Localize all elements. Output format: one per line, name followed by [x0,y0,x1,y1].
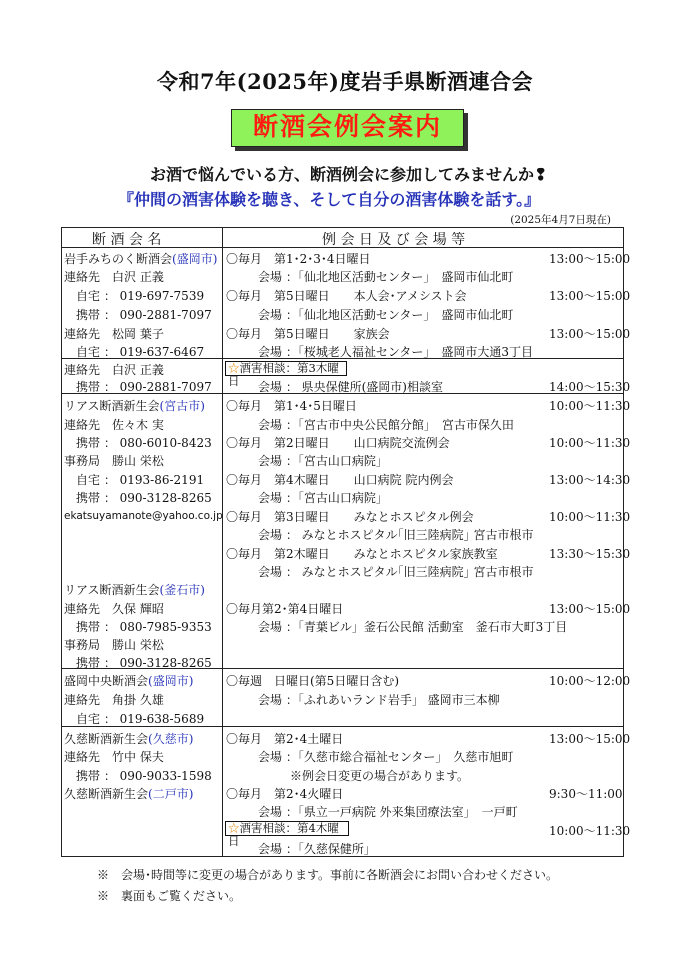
contact-line: 連絡先 松岡 葉子 [64,327,164,341]
group-name: リアス断酒新生会(宮古市) [64,399,205,413]
consultation-badge: ☆酒害相談：第3木曜日 [225,361,347,376]
contact-line: 連絡先 角掛 久雄 [64,693,164,707]
meeting-venue: 会場 ：「久慈市総合福祉センター」 久慈市旭町 [258,750,514,764]
meeting-venue: 会場 ： 県央保健所(盛岡市)相談室 [258,380,443,394]
meeting-day: 〇毎月 第2･4土曜日 [226,732,344,746]
meeting-venue: 会場 ：「桜城老人福祉センター」 盛岡市大通3丁目 [258,345,533,359]
motto-text: 『仲間の酒害体験を聴き、そして自分の酒害体験を話す。』 [118,190,541,209]
meeting-venue: 会場 ：「仙北地区活動センター」 盛岡市仙北町 [258,270,514,284]
contact-line: 連絡先 佐々木 実 [64,418,164,432]
meeting-venue: 会場 ：「県立一戸病院 外来集団療法室」 一戸町 [258,805,518,819]
contact-line: 携帯 ： 090-9033-1598 [76,769,212,783]
meeting-venue: 会場 ：「宮古市中央公民館分館」 宮古市保久田 [258,418,514,432]
contact-line: 自宅 ： 019-638-5689 [76,712,205,726]
meeting-day: 〇毎月 第4木曜日 山口病院 院内例会 [226,473,454,487]
meeting-venue: 会場 ：「仙北地区活動センター」 盛岡市仙北町 [258,308,514,322]
header-left: 断 酒 会 名 [92,232,162,248]
meeting-venue: 会場 ：「宮古山口病院」 [258,454,388,468]
contact-line: 連絡先 白沢 正義 [64,270,164,284]
meeting-venue: 会場 ：「宮古山口病院」 [258,491,388,505]
contact-line: 携帯 ： 090-2881-7097 [76,380,212,394]
meeting-time: 13:00～15:00 [549,289,631,303]
group-name: リアス断酒新生会(釜石市) [64,583,205,597]
contact-line: 連絡先 竹中 保夫 [64,750,164,764]
star-icon: ☆ [228,361,240,375]
meeting-time: 9:30～11:00 [549,787,623,801]
header-right: 例 会 日 及 び 会 場 等 [322,232,466,248]
meeting-time: 10:00～11:30 [549,436,631,450]
meeting-day: 〇毎月 第5日曜日 本人会･アメシスト会 [226,289,467,303]
meeting-time: 13:00～14:30 [549,473,631,487]
meeting-day: 〇毎月 第1･4･5日曜日 [226,399,357,413]
contact-line: 自宅 ： 019-697-7539 [76,289,205,303]
meeting-day: 〇毎月第2･第4日曜日 [226,602,344,616]
meeting-venue: 会場 ：「久慈保健所」 [258,842,376,856]
intro-text: お酒で悩んでいる方、断酒例会に参加してみませんか❢ [150,165,548,184]
meeting-time: 10:00～12:00 [549,674,631,688]
meeting-time: 10:00～11:30 [549,824,631,838]
consultation-badge: ☆酒害相談：第4木曜日 [225,821,349,836]
meeting-time: 13:00～15:00 [549,602,631,616]
group-name: 盛岡中央断酒会(盛岡市) [64,674,194,688]
meeting-day: 〇毎週 日曜日(第5日曜日含む) [226,674,399,688]
meeting-time: 13:00～15:00 [549,252,631,266]
page-title: 令和7年(2025年)度岩手県断酒連合会 [157,69,533,94]
group-name: 岩手みちのく断酒会(盛岡市) [64,252,218,266]
contact-line: 携帯 ： 090-3128-8265 [76,656,212,670]
meeting-venue: 会場 ：「青葉ビル」釜石公民館 活動室 釜石市大町3丁目 [258,620,568,634]
meeting-day: 〇毎月 第2木曜日 みなとホスピタル家族教室 [226,547,498,561]
footer-note: ※ 会場･時間等に変更の場合があります。事前に各断酒会にお問い合わせください。 [97,868,559,882]
contact-line: 事務局 勝山 栄松 [64,454,164,468]
meeting-day: 〇毎月 第1･2･3･4日曜日 [226,252,371,266]
contact-line: 携帯 ： 080-6010-8423 [76,436,212,450]
contact-line: 自宅 ： 0193-86-2191 [76,473,205,487]
meeting-day: 〇毎月 第5日曜日 家族会 [226,327,390,341]
meeting-venue: 会場 ：「ふれあいランド岩手」 盛岡市三本柳 [258,693,500,707]
meeting-note: ※例会日変更の場合があります。 [290,769,470,783]
contact-line: 携帯 ： 090-3128-8265 [76,491,212,505]
contact-line: 連絡先 久保 輝昭 [64,602,164,616]
as-of-date: (2025年4月7日現在) [510,214,611,226]
meeting-time: 14:00～15:30 [549,380,631,394]
group-name: 久慈断酒新生会(二戸市) [64,787,194,801]
meeting-venue: 会場 ： みなとホスピタル｢旧三陸病院｣ 宮古市根市 [258,528,534,542]
meeting-day: 〇毎月 第2日曜日 山口病院交流例会 [226,436,450,450]
contact-line: 携帯 ： 080-7985-9353 [76,620,212,634]
contact-line: 携帯 ： 090-2881-7097 [76,308,212,322]
contact-email: ekatsuyamanote@yahoo.co.jp [64,510,223,522]
footer-note: ※ 裏面もご覧ください。 [97,889,242,903]
contact-line: 自宅 ： 019-637-6467 [76,345,205,359]
star-icon: ☆ [228,821,240,835]
banner: 断酒会例会案内 [231,109,464,147]
meeting-time: 13:30～15:30 [549,547,631,561]
column-divider [222,227,223,857]
meeting-day: 〇毎月 第2･4火曜日 [226,787,344,801]
meeting-time: 10:00～11:30 [549,399,631,413]
meeting-time: 13:00～15:00 [549,327,631,341]
meeting-day: 〇毎月 第3日曜日 みなとホスピタル例会 [226,510,474,524]
meeting-time: 10:00～11:30 [549,510,631,524]
group-name: 久慈断酒新生会(久慈市) [64,732,194,746]
contact-line: 連絡先 白沢 正義 [64,363,164,377]
meeting-venue: 会場 ： みなとホスピタル｢旧三陸病院｣ 宮古市根市 [258,565,534,579]
meeting-time: 13:00～15:00 [549,732,631,746]
contact-line: 事務局 勝山 栄松 [64,638,164,652]
